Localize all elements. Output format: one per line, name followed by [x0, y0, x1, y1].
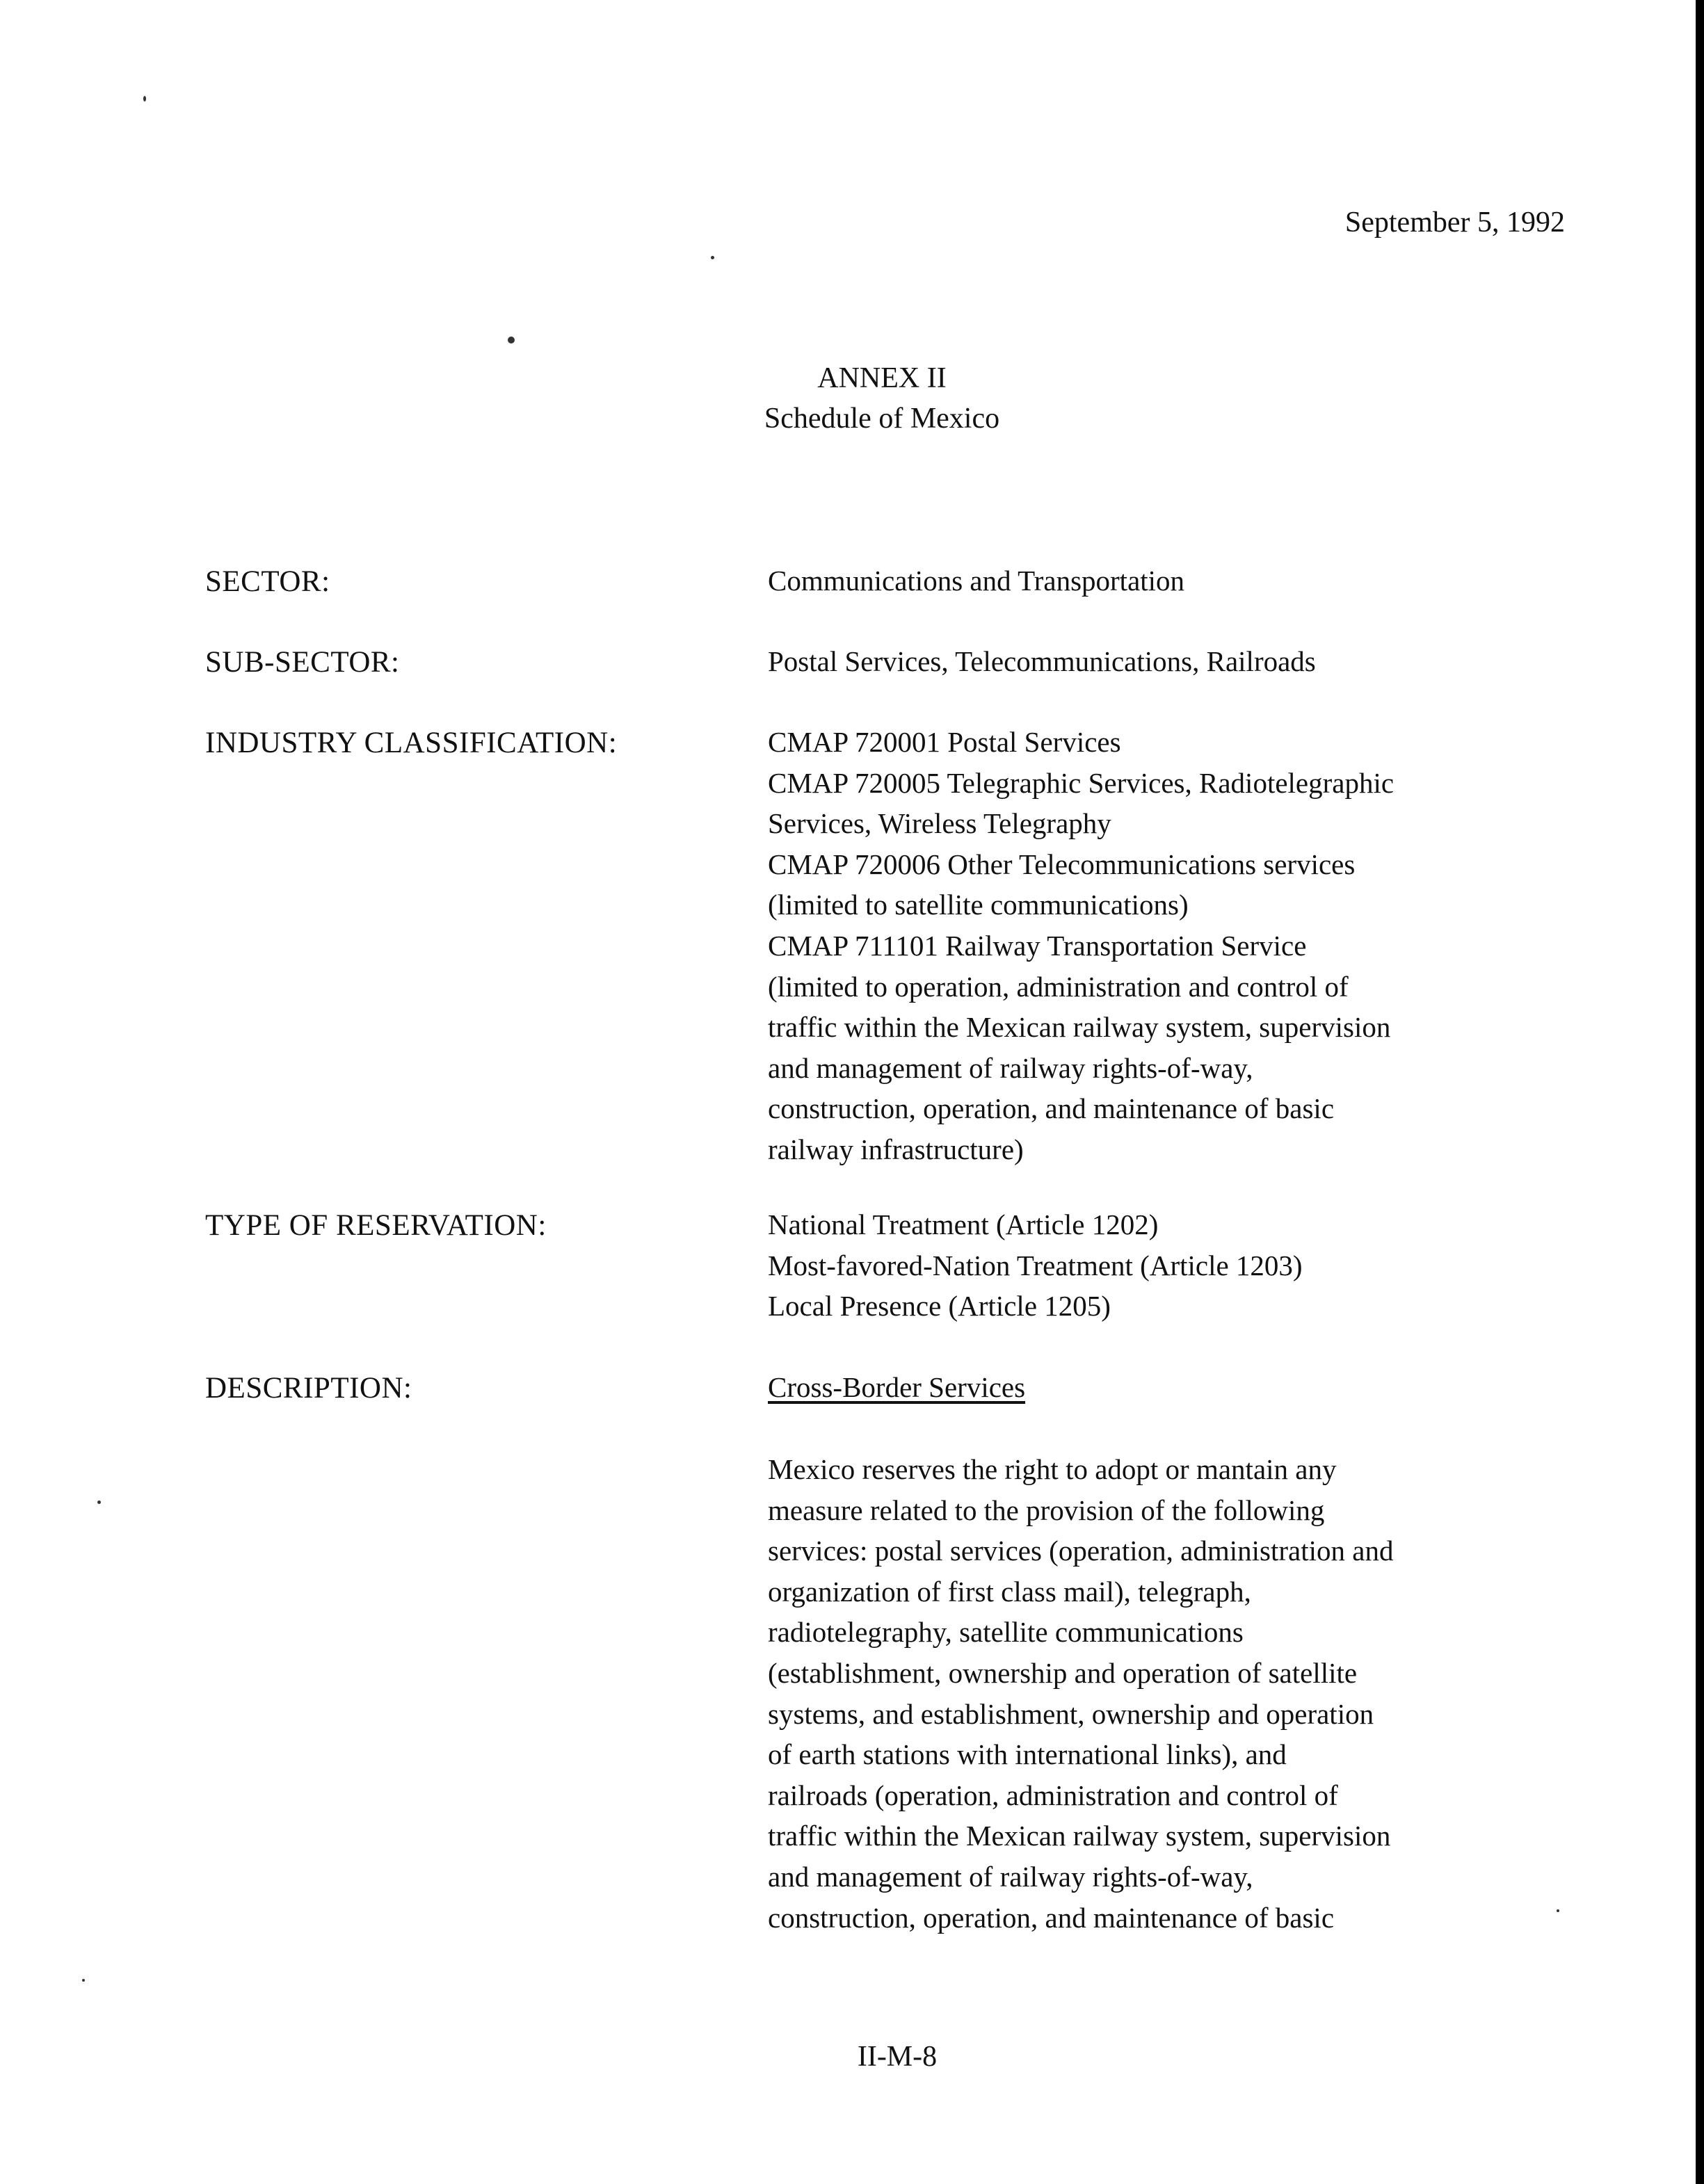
description-line: measure related to the provision of the following: [768, 1494, 1325, 1526]
industry-classification-line: and management of railway rights-of-way,: [768, 1051, 1253, 1084]
industry-classification-line: construction, operation, and maintenance of basic: [768, 1092, 1335, 1125]
industry-classification-value: [768, 722, 1623, 1170]
reservation-line: National Treatment (Article 1202): [768, 1208, 1159, 1240]
sub-sector-value-text: Postal Services, Telecommunications, Railroads: [768, 645, 1316, 677]
description-body: [768, 1449, 1623, 1938]
document-heading: [0, 358, 1704, 439]
industry-classification-line: (limited to satellite communications): [768, 889, 1189, 921]
reservation-line: Most-favored-Nation Treatment (Article 1203): [768, 1249, 1303, 1281]
industry-classification-line: CMAP 720005 Telegraphic Services, Radiotelegraphic: [768, 766, 1394, 799]
industry-classification-label: INDUSTRY CLASSIFICATION:: [205, 727, 618, 759]
description-line: systems, and establishment, ownership and operation: [768, 1697, 1374, 1730]
scan-speck: [97, 1501, 101, 1504]
sector-label: SECTOR:: [205, 565, 330, 598]
sector-value-text: Communications and Transportation: [768, 565, 1185, 597]
description-line: Mexico reserves the right to adopt or mantain any: [768, 1453, 1337, 1485]
page-edge: [1696, 0, 1704, 2184]
sub-sector-label: SUB-SECTOR:: [205, 646, 400, 679]
industry-classification-line: CMAP 711101 Railway Transportation Service: [768, 929, 1307, 962]
document-date: September 5, 1992: [1344, 207, 1565, 238]
sector-value: [768, 560, 1623, 601]
description-line: railroads (operation, administration and control of: [768, 1779, 1338, 1811]
annex-title: ANNEX II: [817, 362, 947, 394]
description-line: (establishment, ownership and operation of satellite: [768, 1656, 1358, 1689]
description-heading: Cross-Border Services: [768, 1371, 1026, 1403]
description-line: and management of railway rights-of-way,: [768, 1860, 1253, 1893]
description-label: DESCRIPTION:: [205, 1372, 412, 1405]
schedule-title: Schedule of Mexico: [764, 403, 1000, 435]
industry-classification-line: CMAP 720006 Other Telecommunications services: [768, 848, 1356, 880]
industry-classification-line: CMAP 720001 Postal Services: [768, 726, 1121, 758]
industry-classification-line: Services, Wireless Telegraphy: [768, 807, 1111, 840]
type-of-reservation-label: TYPE OF RESERVATION:: [205, 1209, 547, 1242]
type-of-reservation-value: [768, 1204, 1623, 1327]
industry-classification-line: (limited to operation, administration and control of: [768, 970, 1349, 1003]
scan-speck: [82, 1979, 85, 1982]
sub-sector-value: [768, 641, 1623, 682]
industry-classification-line: railway infrastructure): [768, 1133, 1024, 1165]
description-line: radiotelegraphy, satellite communications: [768, 1616, 1244, 1649]
scan-speck: [508, 337, 515, 343]
description-line: construction, operation, and maintenance of basic: [768, 1901, 1335, 1934]
description-line: traffic within the Mexican railway system, supervision: [768, 1820, 1391, 1852]
industry-classification-line: traffic within the Mexican railway system, supervision: [768, 1011, 1391, 1044]
description-line: organization of first class mail), telegraph,: [768, 1575, 1251, 1608]
scan-speck: [143, 96, 146, 102]
description-line: of earth stations with international links), and: [768, 1738, 1287, 1771]
description-line: services: postal services (operation, administration and: [768, 1535, 1394, 1567]
reservation-line: Local Presence (Article 1205): [768, 1290, 1111, 1322]
scan-speck: [711, 256, 714, 259]
description-value: [768, 1367, 1623, 1408]
page-number: II-M-8: [857, 2041, 938, 2073]
